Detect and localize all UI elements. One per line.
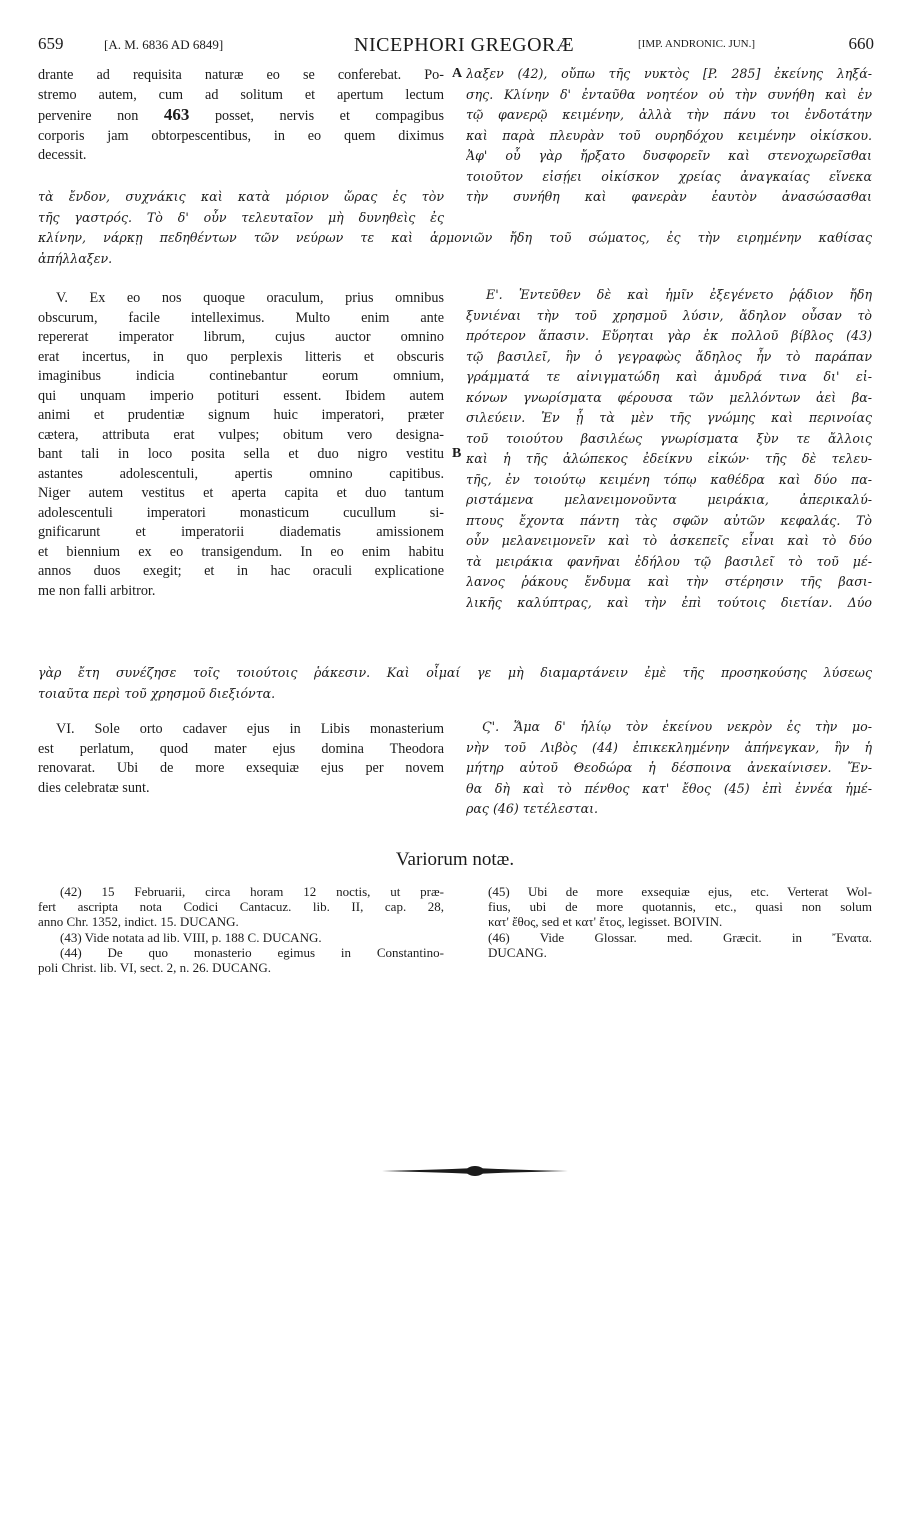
text-line: τῆς, ἐν τοιούτῳ κειμένη τόπῳ καθέδρα καὶ δύο πα- (466, 471, 872, 487)
page-number-left: 659 (38, 34, 64, 53)
page-title: NICEPHORI GREGORÆ (354, 34, 575, 56)
greek-top-paragraph (466, 64, 872, 208)
text-line: adolescentuli imperatori monasticum cucullum si- (38, 504, 444, 521)
text-line: decessit. (38, 147, 87, 163)
text-line: καὶ ἡ τῆς ἀλώπεκος ἐδείκνυ εἰκών· τῆς δὲ τελευ- (466, 451, 872, 466)
greek-section-v-span (38, 663, 872, 704)
text-line: Niger autem vestitus et aperta capita et duo tantum (38, 485, 444, 501)
text-line: bant tali in loco posita sella et duo nigro vestitu (38, 446, 444, 462)
text-line: τοιοῦτον εἰσῄει οἰκίσκον χρείας ἀναγκαίας εἵνεκα (466, 168, 872, 184)
note-line: (45) Ubi de more exsequiæ ejus, etc. Verterat Wol- (488, 884, 872, 899)
note-line: DUCANG. (488, 944, 547, 960)
text-line: μήτηρ αὐτοῦ Θεοδώρα ἡ δέσποινα ἀνεκαίνισεν. Ἔν- (466, 760, 872, 775)
column-number: 463 (163, 105, 190, 124)
text-line: et biennium ex eo transigendum. In eo enim habitu (38, 543, 444, 560)
text-line: σης. Κλίνην δ' ἐνταῦθα νοητέον οὐ τὴν συνήθη καὶ ἐν (466, 86, 872, 102)
text-line: Ϛ'. Ἅμα δ' ἡλίῳ τὸν ἐκείνου νεκρὸν ἐς τὴν μο- (482, 719, 872, 734)
text-line: VI. Sole orto cadaver ejus in Libis monasterium (56, 721, 444, 737)
note-line: (44) De quo monasterio egimus in Constantino- (60, 944, 444, 960)
note-line: fert ascripta nota Codici Cantacuz. lib. II, cap. 28, (38, 899, 444, 915)
text-fragment: pervenire non (38, 108, 139, 124)
notes-right (488, 884, 872, 960)
text-line: obscurum, facile intelleximus. Multo enim ante (38, 309, 444, 326)
text-line: λανος ῥάκους ἔνδυμα καὶ τὴν στέρησιν τῆς βασι- (466, 574, 872, 589)
latin-section-vi (38, 720, 444, 798)
note-line: poli Christ. lib. VI, sect. 2, n. 26. DUCANG. (38, 960, 272, 976)
text-line: ξυνιέναι τὴν τοῦ χρησμοῦ λύσιν, ἄδηλον οὖσαν τὸ (466, 307, 872, 323)
greek-section-v (466, 285, 872, 613)
greek-span-left (38, 187, 444, 228)
note-line: κατ' ἔθος, sed et κατ' ἔτος, legisset. BOIVIN. (488, 914, 723, 930)
text-line: ρας (46) τετέλεσται. (466, 801, 599, 816)
text-line: γράμματά τε αἰνιγματώδη καὶ ἀμυδρά τινα δι' εἰ- (466, 369, 872, 384)
text-line: κόνων γνωρίσματα φέρουσα τῶν μελλόντων ἀεὶ βα- (466, 389, 872, 405)
notes-title: Variorum notæ. (395, 849, 515, 870)
text-line: οὖν μελανειμονεῖν καὶ τὸ ἀσκεπεῖς εἶναι καὶ τὸ δύο (466, 533, 872, 548)
text-line: γὰρ ἔτη συνέζησε τοῖς τοιούτοις ῥάκεσιν. Καὶ οἶμαί γε μὴ διαμαρτάνειν ἐμὲ τῆς προσηκούσης λύσεως (38, 665, 872, 680)
note-line: (46) Vide Glossar. med. Græcit. in Ἔνατα. (488, 929, 872, 945)
latin-top-paragraph (38, 66, 444, 166)
text-line: animi et prudentiæ signum huic imperatori, præter (38, 407, 444, 423)
text-line: νὴν τοῦ Λιβὸς (44) ἐπικεκλημένην ἀπήνεγκαν, ἣν ἡ (466, 739, 872, 755)
text-line: me non falli arbitror. (38, 582, 156, 599)
greek-span-full (38, 228, 872, 269)
text-line: qui unquam imperio potituri essent. Ibidem autem (38, 387, 444, 404)
text-line: repererat imperator librum, cujus auctor omnino (38, 329, 444, 345)
text-line: astantes adolescentuli, apertis omnino capitibus. (38, 465, 444, 482)
note-line: (43) Vide notata ad lib. VIII, p. 188 C. DUCANG. (60, 929, 322, 945)
text-line: τοιαῦτα περὶ τοῦ χρησμοῦ διεξιόντα. (38, 685, 276, 701)
text-line: corporis jam obtorpescentibus, in eo quem diximus (38, 127, 444, 144)
note-line: fius, ubi de more quotannis, etc., quasi non solum (488, 899, 872, 915)
greek-section-vi (466, 717, 872, 820)
text-line: τοῦ τοιούτου βασιλέως γνωρίσματα ξὺν τε ἄλλοις (466, 430, 872, 446)
text-fragment: posset, nervis et compagibus (214, 108, 444, 124)
text-line: ἀπήλλαξεν. (38, 250, 113, 266)
running-header (38, 34, 874, 60)
latin-section-v (38, 289, 444, 601)
text-line: cætera, attributa erat vulpes; obitum vero designa- (38, 426, 444, 443)
margin-marker-b: B (452, 446, 462, 461)
text-line: ριστάμενα μελανειμονοῦντα μειράκια, ἀπερικαλύ- (466, 492, 872, 507)
note-line: anno Chr. 1352, indict. 15. DUCANG. (38, 914, 239, 930)
text-line: τῷ φανερῷ κειμένην, ἀλλὰ τὴν πάνυ τοι ἐνδοτάτην (466, 107, 872, 122)
note-line: (42) 15 Februarii, circa horam 12 noctis, ut præ- (60, 884, 444, 899)
text-line: τῷ βασιλεῖ, ἣν ὁ γεγραφὼς ἄδηλος ἦν τὸ παράπαν (466, 348, 872, 364)
text-line: τὴν συνήθη καὶ φανερὰν ἑαυτὸν ἀνασώσασθαι (466, 189, 872, 204)
page-number-right: 660 (848, 34, 874, 53)
text-line: Ἀφ' οὗ γὰρ ἤρξατο δυσφορεῖν καὶ στενοχωρεῖσθαι (466, 148, 872, 163)
text-line: dies celebratæ sunt. (38, 779, 150, 796)
text-line: est perlatum, quod mater ejus domina Theodora (38, 740, 444, 757)
text-line: πτους ἔχοντα πάντη τὰς σφῶν αὐτῶν κεφαλάς. Τὸ (466, 512, 872, 528)
text-line: πρότερον ἅπασιν. Εὕρηται γὰρ ἐκ πολλοῦ βίβλος (43) (466, 328, 872, 343)
text-line: gnificarunt et imperatorii diadematis amissionem (38, 524, 444, 540)
text-line: λικῆς καλύπτρας, καὶ τὴν ἐπὶ τούτοις διετίαν. Δύο (466, 594, 872, 610)
text-line: τὰ μειράκια φανῆναι ἐδήλου τῷ βασιλεῖ τὸ τοῦ μέ- (466, 553, 872, 569)
text-line: θα δὴ καὶ τὸ πένθος κατ' ἔθος (45) ἐπὶ ἐννέα ἡμέ- (466, 780, 872, 796)
text-line: λαξεν (42), οὔπω τῆς νυκτὸς [P. 285] ἐκείνης ληξά- (466, 66, 872, 81)
text-line: τῆς γαστρός. Τὸ δ' οὖν τελευταῖον μὴ δυνηθεὶς ἐς (38, 209, 444, 225)
text-line: stremo autem, cum ad solitum et apertum lectum (38, 86, 444, 103)
end-ornament-rule (382, 1164, 568, 1178)
text-line: V. Ex eo nos quoque oraculum, prius omnibus (56, 290, 444, 306)
text-line: drante ad requisita naturæ eo se conferebat. Po- (38, 67, 444, 83)
text-line-with-number (38, 105, 444, 127)
date-right: [IMP. ANDRONIC. JUN.] (638, 38, 756, 50)
text-line: τὰ ἔνδον, συχνάκις καὶ κατὰ μόριον ὥρας ἐς τὸν (38, 189, 444, 204)
date-left: [A. M. 6836 AD 6849] (104, 37, 224, 52)
text-line: Ε'. Ἐντεῦθεν δὲ καὶ ἡμῖν ἐξεγένετο ῥᾴδιον ἤδη (486, 287, 872, 302)
text-line: καὶ παρὰ πλευρὰν τοῦ ουρηδόχου κειμένην οἰκίσκου. (466, 127, 872, 143)
margin-marker-a: A (452, 66, 463, 81)
text-line: σιλεύειν. Ἐν ᾗ τὰ μὲν τῆς γνώμης καὶ περινοίας (466, 410, 872, 425)
text-line: erat incertus, in quo perplexis litteris et obscuris (38, 348, 444, 365)
text-line: renovarat. Ubi de more exsequiæ ejus per novem (38, 760, 444, 776)
text-line: annos duos exegit; et in hac oraculi explicatione (38, 563, 444, 579)
notes-left (38, 884, 444, 975)
text-line: imaginibus indicia continebantur eorum omnium, (38, 368, 444, 384)
text-line: κλίνην, νάρκῃ πεδηθέντων τῶν νεύρων τε καὶ ἁρμονιῶν ἤδη τοῦ σώματος, ἐς τὴν ειρημένην καθίσας (38, 230, 872, 245)
